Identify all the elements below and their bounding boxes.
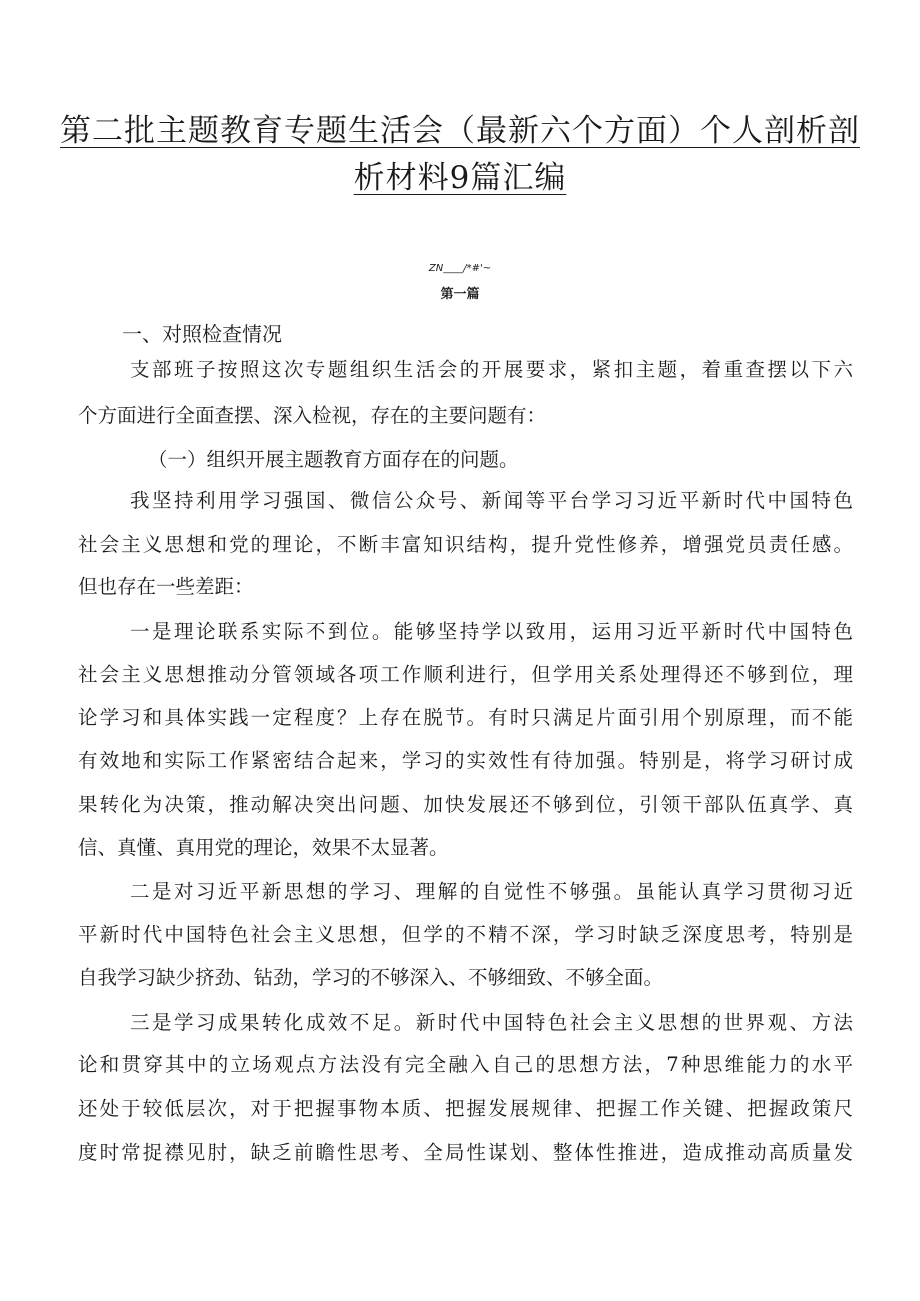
body-line: 个方面进行全面查摆、深入检视，存在的主要问题有： <box>78 404 547 427</box>
body-line: 还处于较低层次，对于把握事物本质、把握发展规律、把握工作关键、把握政策尺 <box>78 1097 853 1120</box>
body-line: 论学习和具体实践一定程度？上存在脱节。有时只满足片面引用个别原理，而不能 <box>78 706 853 729</box>
document-title-line-1: 第二批主题教育专题生活会（最新六个方面）个人剖析剖 <box>60 113 860 149</box>
heading-1: 一、对照检查情况 <box>122 322 282 346</box>
body-line: 一是理论联系实际不到位。能够坚持学以致用，运用习近平新时代中国特色 <box>130 620 853 643</box>
document-title-line-2: 析材料9篇汇编 <box>353 160 567 196</box>
body-line: 有效地和实际工作紧密结合起来，学习的实效性有待加强。特别是，将学习研讨成 <box>78 749 853 772</box>
body-line: 我坚持利用学习强国、微信公众号、新闻等平台学习习近平新时代中国特色 <box>130 489 853 512</box>
body-line: 度时常捉襟见肘，缺乏前瞻性思考、全局性谋划、整体性推进，造成推动高质量发 <box>78 1141 853 1164</box>
body-line: 支部班子按照这次专题组织生活会的开展要求，紧扣主题，着重查摆以下六 <box>130 358 853 381</box>
body-line: 论和贯穿其中的立场观点方法没有完全融入自己的思想方法，7种思维能力的水平 <box>78 1053 853 1076</box>
body-line: 社会主义思想推动分管领域各项工作顺利进行，但学用关系处理得还不够到位，理 <box>78 663 853 686</box>
section-title: 第一篇 <box>440 287 480 302</box>
body-line: 三是学习成果转化成效不足。新时代中国特色社会主义思想的世界观、方法 <box>130 1011 853 1034</box>
body-line: （一）组织开展主题教育方面存在的问题。 <box>148 448 519 471</box>
body-line: 平新时代中国特色社会主义思想，但学的不精不深，学习时缺乏深度思考，特别是 <box>78 923 853 946</box>
header-mark: ZN____/*#'~ <box>428 263 492 274</box>
body-line: 果转化为决策，推动解决突出问题、加快发展还不够到位，引领干部队伍真学、真 <box>78 793 853 816</box>
body-line: 社会主义思想和党的理论，不断丰富知识结构，提升党性修养，增强党员责任感。 <box>78 533 853 556</box>
body-line: 信、真懂、真用党的理论，效果不太显著。 <box>78 836 449 859</box>
body-line: 二是对习近平新思想的学习、理解的自觉性不够强。虽能认真学习贯彻习近 <box>130 880 853 903</box>
body-line: 自我学习缺少挤劲、钻劲，学习的不够深入、不够细致、不够全面。 <box>78 966 664 989</box>
body-line: 但也存在一些差距： <box>78 575 254 598</box>
